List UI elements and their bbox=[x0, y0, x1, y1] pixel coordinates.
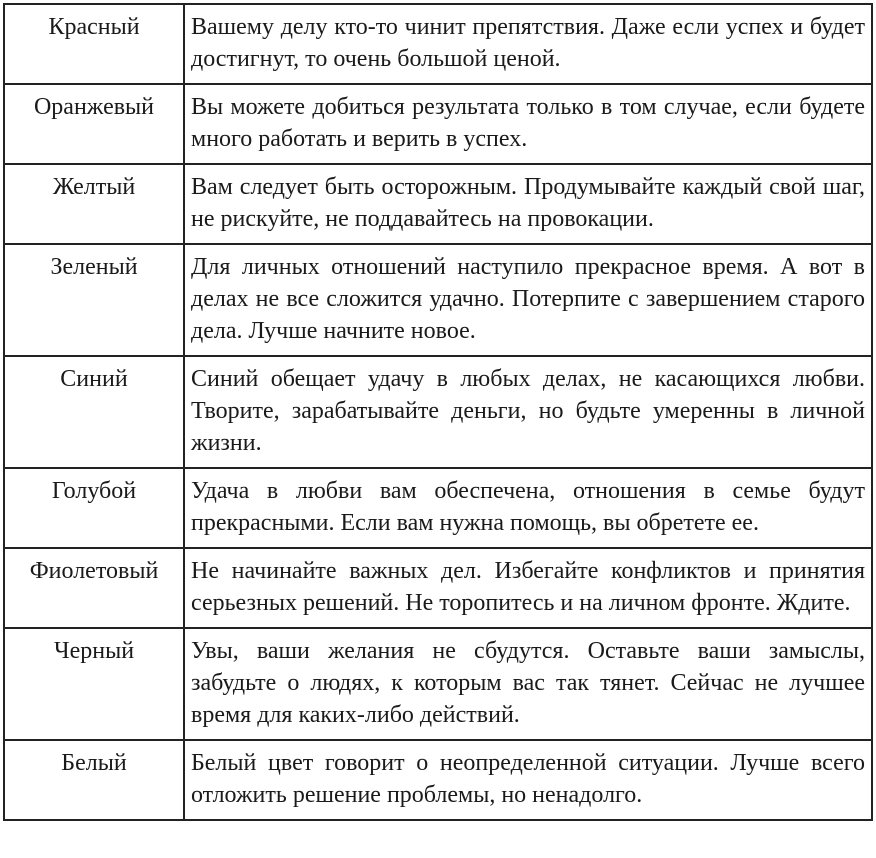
table-row bbox=[4, 244, 872, 356]
color-name-cell: Красный bbox=[4, 4, 184, 84]
color-name-cell: Голубой bbox=[4, 468, 184, 548]
color-name-cell: Белый bbox=[4, 740, 184, 820]
color-name-cell: Желтый bbox=[4, 164, 184, 244]
color-meaning-cell: Увы, ваши желания не сбудутся. Оставьте ваши замыслы, забудьте о людях, к которым вас так тянет. Сейчас не лучшее время для каких-либо действий. bbox=[184, 628, 872, 740]
table-row bbox=[4, 356, 872, 468]
color-meaning-cell: Не начинайте важных дел. Избегайте конфликтов и принятия серьезных решений. Не торопитесь и на личном фронте. Ждите. bbox=[184, 548, 872, 628]
color-name-cell: Оранжевый bbox=[4, 84, 184, 164]
color-name-cell: Синий bbox=[4, 356, 184, 468]
color-name-cell: Фиолетовый bbox=[4, 548, 184, 628]
table-row bbox=[4, 84, 872, 164]
table-row bbox=[4, 740, 872, 820]
table-row bbox=[4, 548, 872, 628]
table-row bbox=[4, 628, 872, 740]
color-meaning-table bbox=[3, 3, 873, 821]
color-name-cell: Черный bbox=[4, 628, 184, 740]
color-name-cell: Зеленый bbox=[4, 244, 184, 356]
table-row bbox=[4, 164, 872, 244]
table-row bbox=[4, 4, 872, 84]
color-meaning-cell: Вашему делу кто-то чинит препятствия. Даже если успех и будет достигнут, то очень большой ценой. bbox=[184, 4, 872, 84]
color-meaning-cell: Синий обещает удачу в любых делах, не касающихся любви. Творите, зарабатывайте деньги, но будьте умеренны в личной жизни. bbox=[184, 356, 872, 468]
color-meaning-cell: Вы можете добиться результата только в том случае, если будете много работать и верить в успех. bbox=[184, 84, 872, 164]
color-meaning-cell: Удача в любви вам обеспечена, отношения в семье будут прекрасными. Если вам нужна помощь, вы обретете ее. bbox=[184, 468, 872, 548]
color-meaning-cell: Для личных отношений наступило прекрасное время. А вот в делах не все сложится удачно. Потерпите с завершением старого дела. Лучше начните новое. bbox=[184, 244, 872, 356]
color-meaning-cell: Белый цвет говорит о неопределенной ситуации. Лучше всего отложить решение проблемы, но ненадолго. bbox=[184, 740, 872, 820]
table-row bbox=[4, 468, 872, 548]
color-meaning-cell: Вам следует быть осторожным. Продумывайте каждый свой шаг, не рискуйте, не поддавайтесь на провокации. bbox=[184, 164, 872, 244]
